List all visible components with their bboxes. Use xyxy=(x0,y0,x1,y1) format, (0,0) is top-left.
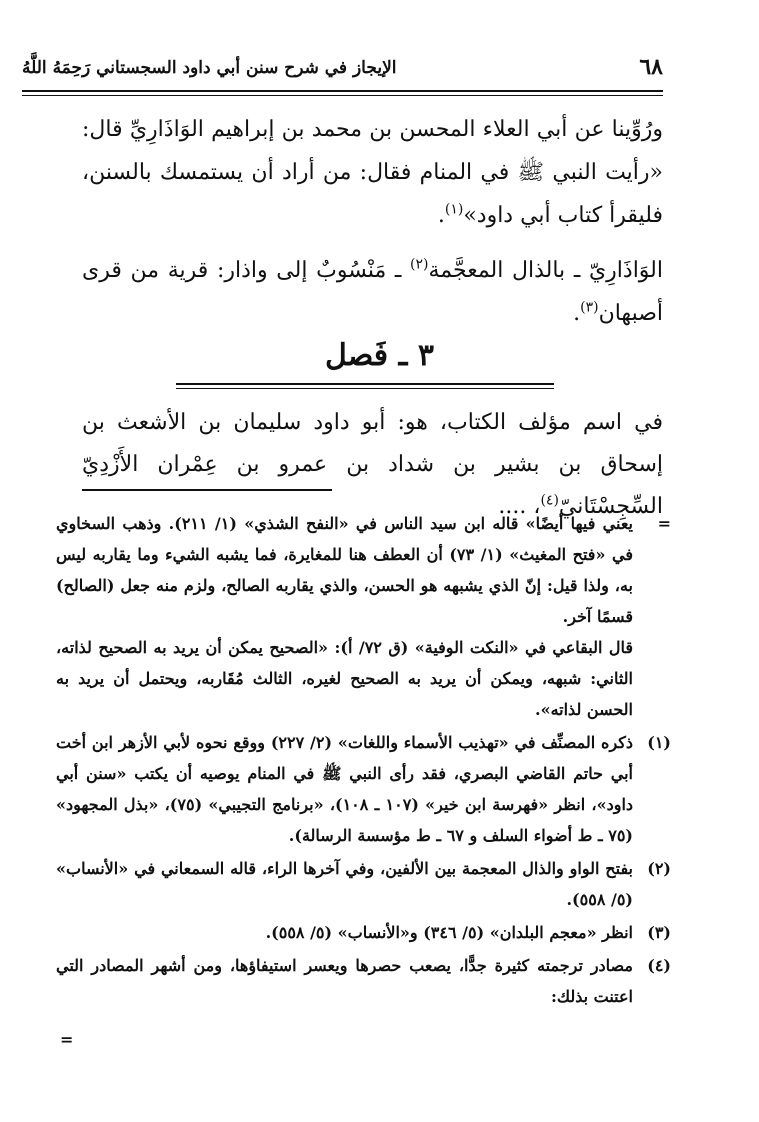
paragraph-1-text: ورُوِّينا عن أبي العلاء المحسن بن محمد بن إبراهيم الوَاذَارِيِّ قال: «رأيت النبي ﷺ في المنام فقال: من أراد أن يستمسك بالسنن، فليقرأ كتاب أبي داود» xyxy=(82,117,663,228)
footnote-line: قال البقاعي في «النكت الوفية» (ق ٧٢/ أ): «الصحيح يمكن أن يريد به الصحيح لذاته، الثاني: شبهه، ويمكن أن يريد به الصحيح لغيره، الثالث مُقَاربه، ويحتمل أن يريد به الحسن لذاته». xyxy=(56,638,633,719)
header-rule xyxy=(22,90,663,96)
footnote-line: ذكره المصنِّف في «تهذيب الأسماء واللغات» (٢/ ٢٢٧) ووقع نحوه لأبي الأزهر ابن أخت أبي حاتم القاضي البصري، فقد رأى النبي ﷺ في المنام يوصيه أن يكتب «سنن أبي داود»، انظر «فهرسة ابن خير» (١٠٧ ـ ١٠٨)، «برنامج التجيبي» (٧٥)، «بذل المجهود» (٧٥ ـ ط أضواء السلف و ٦٧ ـ ط مؤسسة الرسالة). xyxy=(56,733,634,845)
footnote-ref-2[interactable]: (٢) xyxy=(410,256,429,273)
section-intro-text: في اسم مؤلف الكتاب، هو: أبو داود سليمان بن الأشعث بن إسحاق بن بشير بن شداد بن عمرو بن عِمْران الأَزْدِيّ السِّجِسْتَانيّ xyxy=(82,410,663,519)
footnote-line: يعني فيها أيضًا» قاله ابن سيد الناس في «النفح الشذي» (١/ ٢١١). وذهب السخاوي في «فتح المغيث» (١/ ٧٣) أن العطف هنا للمغايرة، فما يشبه الشيء وما يقاربه ليس به، ولذا قيل: إنّ الذي يشبهه هو الحسن، والذي يقاربه الصالح، ولزم منه جعل (الصالح) قسمًا آخر. xyxy=(56,514,634,626)
footnote-4 xyxy=(56,950,671,1012)
footnote-marker: (٤) xyxy=(647,956,671,975)
page-header xyxy=(22,52,663,88)
section-intro-end: ، .... xyxy=(498,494,541,519)
continuation-marker: = xyxy=(60,1030,74,1049)
footnote-content xyxy=(56,508,633,725)
page-number: ٦٨ xyxy=(639,54,663,80)
footnote-ref-3[interactable]: (٣) xyxy=(580,299,599,316)
footnote-line: انظر «معجم البلدان» (٥/ ٣٤٦) و«الأنساب» (٥/ ٥٥٨). xyxy=(265,923,633,942)
paragraph-2-end: . xyxy=(573,301,581,326)
section-rule-thin xyxy=(176,388,554,389)
footnote-content xyxy=(56,917,633,948)
footnote-line: مصادر ترجمته كثيرة جدًّا، يصعب حصرها ويعسر استيفاؤها، ومن أشهر المصادر التي اعتنت بذلك: xyxy=(56,956,633,1006)
paragraph-2-text-b: ـ مَنْسُوبٌ إلى واذار: قرية من قرى أصبهان xyxy=(82,258,663,326)
footnote-ref-4[interactable]: (٤) xyxy=(540,492,559,509)
footnote-ref-1[interactable]: (١) xyxy=(444,201,464,218)
footnote-line: بفتح الواو والذال المعجمة بين الألفين، وفي آخرها الراء، قاله السمعاني في «الأنساب» (٥/ ٥٥٨). xyxy=(56,859,633,909)
footnote-content xyxy=(56,853,633,915)
footnote-1 xyxy=(56,727,671,851)
footnote-continued xyxy=(56,508,671,725)
footnote-content xyxy=(56,950,633,1012)
footnote-2 xyxy=(56,853,671,915)
paragraph-1 xyxy=(82,108,663,237)
footnote-marker: = xyxy=(657,514,671,533)
footnote-marker: (٣) xyxy=(647,923,671,942)
footnote-marker: (١) xyxy=(647,733,671,752)
main-text xyxy=(82,108,663,347)
section-rule-thick xyxy=(176,383,554,385)
footnote-3 xyxy=(56,917,671,948)
footnote-content xyxy=(56,727,633,851)
footnote-marker: (٢) xyxy=(647,859,671,878)
footnotes xyxy=(56,508,671,1014)
paragraph-2-text-a: الوَاذَارِيّ ـ بالذال المعجَّمة xyxy=(428,258,663,283)
paragraph-2 xyxy=(82,249,663,335)
paragraph-1-end: . xyxy=(437,203,445,228)
footnote-separator xyxy=(82,489,332,491)
running-title: الإيجاز في شرح سنن أبي داود السجستاني رَحِمَهُ اللَّهُ xyxy=(22,58,397,78)
section-heading: ٣ ـ فَصل xyxy=(325,338,434,373)
